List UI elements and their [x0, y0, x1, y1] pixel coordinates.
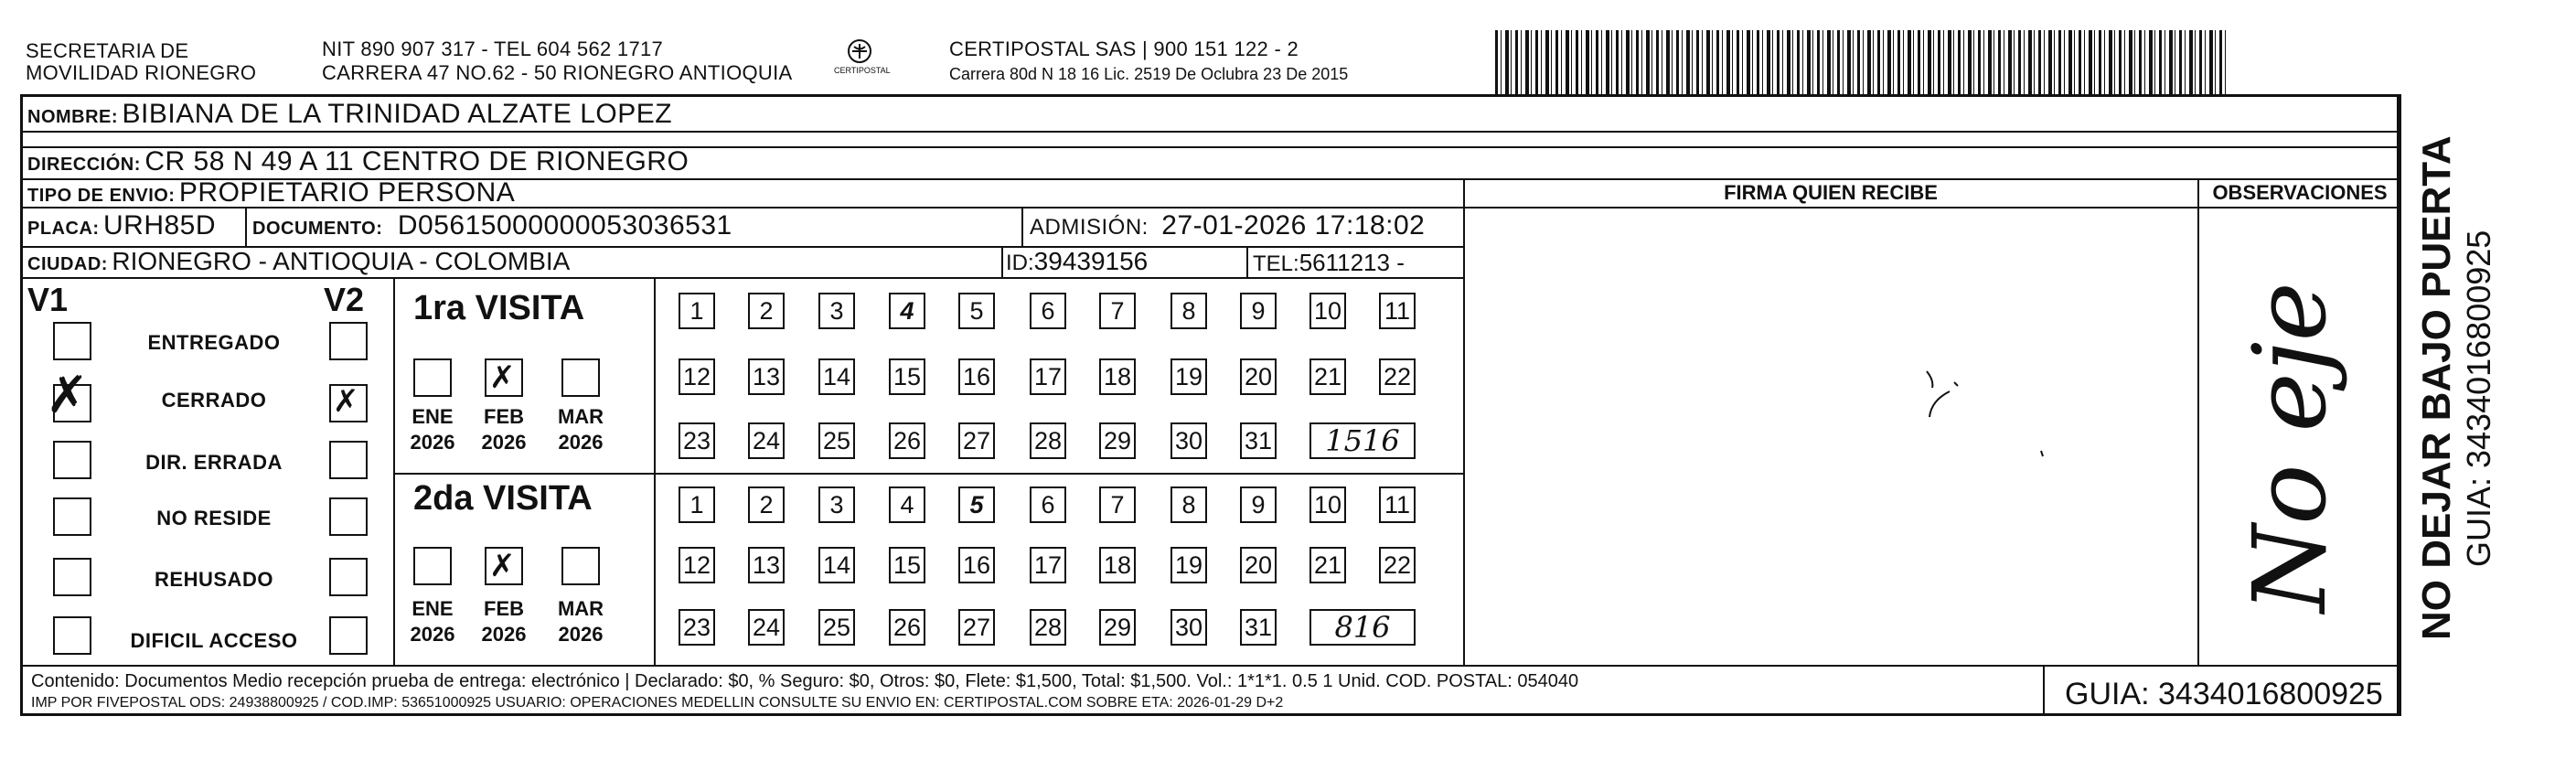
- v2-dificil-acceso-checkbox[interactable]: [329, 616, 368, 655]
- v2-cerrado-mark: ✗: [333, 383, 359, 420]
- v1-label: V1: [27, 281, 69, 318]
- visit1-day-27[interactable]: 27: [958, 422, 995, 459]
- visit2-day-8[interactable]: 8: [1170, 486, 1207, 523]
- visit1-day-11[interactable]: 11: [1379, 293, 1416, 329]
- visit1-day-28[interactable]: 28: [1030, 422, 1066, 459]
- tipo-row: [27, 177, 515, 208]
- visit1-day-3[interactable]: 3: [818, 293, 855, 329]
- visit1-year-feb: 2026: [481, 431, 527, 454]
- ciudad-value: RIONEGRO - ANTIOQUIA - COLOMBIA: [112, 247, 571, 275]
- visit1-day-6[interactable]: 6: [1030, 293, 1066, 329]
- visit1-year-mar: 2026: [558, 431, 604, 454]
- visit2-year-feb: 2026: [481, 623, 527, 646]
- documento-label: DOCUMENTO:: [252, 219, 383, 239]
- documento-cell: [252, 210, 732, 241]
- visit1-day-10[interactable]: 10: [1309, 293, 1346, 329]
- visit2-day-23[interactable]: 23: [679, 609, 715, 646]
- v1-dir-errada-checkbox[interactable]: [53, 441, 91, 479]
- visit1-day-25[interactable]: 25: [818, 422, 855, 459]
- visit1-day-20[interactable]: 20: [1240, 358, 1277, 395]
- visit2-day-28[interactable]: 28: [1030, 609, 1066, 646]
- visit2-day-1[interactable]: 1: [679, 486, 715, 523]
- tipo-value: PROPIETARIO PERSONA: [178, 177, 516, 208]
- company-line: CERTIPOSTAL SAS | 900 151 122 - 2: [949, 37, 1299, 60]
- col-line-id: [1001, 246, 1003, 277]
- visit1-day-29[interactable]: 29: [1099, 422, 1136, 459]
- visit1-day-18[interactable]: 18: [1099, 358, 1136, 395]
- visit1-day-23[interactable]: 23: [679, 422, 715, 459]
- company-license: Carrera 80d N 18 16 Lic. 2519 De Oclubra 23 De 2015: [949, 65, 1349, 83]
- tel-value: 5611213 -: [1299, 249, 1405, 276]
- visit1-day-21[interactable]: 21: [1309, 358, 1346, 395]
- placa-value: URH85D: [103, 210, 217, 241]
- tel-label: TEL:: [1253, 251, 1299, 276]
- visit2-day-19[interactable]: 19: [1170, 547, 1207, 583]
- placa-label: PLACA:: [27, 219, 100, 239]
- observaciones-header: OBSERVACIONES: [2212, 181, 2388, 204]
- col-line-obs: [2197, 178, 2199, 665]
- nombre-label: NOMBRE:: [27, 107, 119, 127]
- side-guia: GUIA: 3434016800925: [2460, 230, 2497, 567]
- visit2-day-25[interactable]: 25: [818, 609, 855, 646]
- visit2-day-20[interactable]: 20: [1240, 547, 1277, 583]
- ciudad-label: CIUDAD:: [27, 254, 108, 274]
- visit1-year-ene: 2026: [410, 431, 455, 454]
- visit1-day-31[interactable]: 31: [1240, 422, 1277, 459]
- status-no-reside: NO RESIDE: [156, 507, 272, 529]
- row-line-5: [20, 277, 1465, 279]
- documento-value: D05615000000053036531: [397, 210, 732, 241]
- visit2-day-5[interactable]: 5: [958, 486, 995, 523]
- certipostal-logo: [834, 37, 891, 82]
- certipostal-logo-icon: [834, 37, 891, 82]
- v1-rehusado-checkbox[interactable]: [53, 558, 91, 596]
- id-cell: [1006, 247, 1148, 276]
- nombre-value: BIBIANA DE LA TRINIDAD ALZATE LOPEZ: [122, 99, 673, 129]
- admision-value: 27-01-2026 17:18:02: [1161, 210, 1426, 241]
- visit1-day-5[interactable]: 5: [958, 293, 995, 329]
- admision-label: ADMISIÓN:: [1030, 215, 1149, 240]
- visit1-day-1[interactable]: 1: [679, 293, 715, 329]
- nombre-row: [27, 99, 672, 130]
- footer-contenido: Contenido: Documentos Medio recepción prueba de entrega: electrónico | Declarado: $0, % Seguro: $0, Otros: $0, Flete: $1,500, Total: $1,500. Vol.: 1*1*1. 0.5 1 Unid. COD. POSTAL: 054040: [31, 671, 1579, 691]
- visit1-day-30[interactable]: 30: [1170, 422, 1207, 459]
- visit1-day-2[interactable]: 2: [748, 293, 785, 329]
- visit1-month-feb: FEB: [484, 405, 524, 428]
- v1-no-reside-checkbox[interactable]: [53, 497, 91, 536]
- visit2-day-26[interactable]: 26: [889, 609, 925, 646]
- org-name-line2: MOVILIDAD RIONEGRO: [26, 61, 257, 84]
- signature-area: [1465, 208, 2197, 664]
- visit1-day-14[interactable]: 14: [818, 358, 855, 395]
- visit1-day-22[interactable]: 22: [1379, 358, 1416, 395]
- visit2-ene-checkbox[interactable]: [413, 547, 452, 585]
- v2-rehusado-checkbox[interactable]: [329, 558, 368, 596]
- ciudad-cell: [27, 247, 570, 276]
- visit2-day-13[interactable]: 13: [748, 547, 785, 583]
- admision-cell: [1030, 210, 1425, 241]
- visit2-day-31[interactable]: 31: [1240, 609, 1277, 646]
- tel-cell: [1253, 249, 1405, 277]
- visit1-day-7[interactable]: 7: [1099, 293, 1136, 329]
- status-rehusado: REHUSADO: [155, 568, 273, 591]
- col-line-right: [2400, 94, 2401, 716]
- visit2-year-mar: 2026: [558, 623, 604, 646]
- col-line-months: [654, 277, 656, 665]
- visit2-day-6[interactable]: 6: [1030, 486, 1066, 523]
- visit1-day-4[interactable]: 4: [889, 293, 925, 329]
- status-entregado: ENTREGADO: [147, 331, 281, 354]
- col-line-placa: [245, 207, 247, 246]
- direccion-value: CR 58 N 49 A 11 CENTRO DE RIONEGRO: [144, 146, 689, 176]
- visit1-title: 1ra VISITA: [413, 289, 585, 327]
- footer-impresion: IMP POR FIVEPOSTAL ODS: 24938800925 / COD.IMP: 53651000925 USUARIO: OPERACIONES MEDELLIN CONSULTE SU ENVIO EN: CERTIPOSTAL.COM SOBRE ETA: 2026-01-29 D+2: [31, 695, 1284, 711]
- visit1-day-26[interactable]: 26: [889, 422, 925, 459]
- v2-dir-errada-checkbox[interactable]: [329, 441, 368, 479]
- v1-cerrado-mark: ✗: [46, 366, 89, 425]
- visit1-handwritten-time: 1516: [1309, 422, 1416, 459]
- visit2-title: 2da VISITA: [413, 479, 593, 518]
- visit2-month-feb: FEB: [484, 597, 524, 620]
- visit2-day-22[interactable]: 22: [1379, 547, 1416, 583]
- placa-cell: [27, 210, 216, 241]
- visit1-month-ene: ENE: [412, 405, 454, 428]
- col-line-guia: [2043, 665, 2045, 716]
- visit1-feb-mark: ✗: [489, 359, 516, 396]
- id-value: 39439156: [1033, 247, 1149, 275]
- visit2-day-14[interactable]: 14: [818, 547, 855, 583]
- id-label: ID:: [1006, 251, 1034, 275]
- visit1-day-13[interactable]: 13: [748, 358, 785, 395]
- visit2-day-17[interactable]: 17: [1030, 547, 1066, 583]
- visit2-day-12[interactable]: 12: [679, 547, 715, 583]
- visit2-feb-mark: ✗: [489, 548, 516, 584]
- observaciones-handwriting: No eje: [2231, 282, 2348, 613]
- visit2-day-2[interactable]: 2: [748, 486, 785, 523]
- visit2-day-29[interactable]: 29: [1099, 609, 1136, 646]
- visit2-day-4[interactable]: 4: [889, 486, 925, 523]
- visit2-day-11[interactable]: 11: [1379, 486, 1416, 523]
- status-dir-errada: DIR. ERRADA: [145, 451, 283, 474]
- visit1-month-mar: MAR: [557, 405, 604, 428]
- col-line-status: [393, 277, 395, 665]
- tipo-label: TIPO DE ENVIO:: [27, 186, 176, 206]
- visit1-day-15[interactable]: 15: [889, 358, 925, 395]
- col-line-tel: [1246, 246, 1248, 277]
- visit2-day-16[interactable]: 16: [958, 547, 995, 583]
- visit2-day-24[interactable]: 24: [748, 609, 785, 646]
- visit1-day-12[interactable]: 12: [679, 358, 715, 395]
- barcode: [1495, 30, 2227, 94]
- status-cerrado: CERRADO: [161, 389, 267, 412]
- visit1-day-16[interactable]: 16: [958, 358, 995, 395]
- visit2-mar-checkbox[interactable]: [561, 547, 600, 585]
- visit2-day-9[interactable]: 9: [1240, 486, 1277, 523]
- org-name-line1: SECRETARIA DE: [26, 39, 189, 62]
- nit-line: NIT 890 907 317 - TEL 604 562 1717: [322, 37, 664, 60]
- visit-divider: [393, 473, 1465, 475]
- visit1-day-24[interactable]: 24: [748, 422, 785, 459]
- visit2-handwritten-time: 816: [1309, 609, 1416, 646]
- visit1-mar-checkbox[interactable]: [561, 358, 600, 397]
- direccion-label: DIRECCIÓN:: [27, 155, 141, 175]
- visit2-day-7[interactable]: 7: [1099, 486, 1136, 523]
- visit1-day-9[interactable]: 9: [1240, 293, 1277, 329]
- status-dificil-acceso: DIFICIL ACCESO: [130, 629, 298, 652]
- row-line-1: [20, 131, 2400, 133]
- direccion-row: [27, 146, 689, 177]
- footer-guia: GUIA: 3434016800925: [2065, 677, 2383, 711]
- logo-text: CERTIPOSTAL: [834, 66, 891, 75]
- visit2-day-3[interactable]: 3: [818, 486, 855, 523]
- visit2-day-30[interactable]: 30: [1170, 609, 1207, 646]
- visit1-day-17[interactable]: 17: [1030, 358, 1066, 395]
- v1-entregado-checkbox[interactable]: [53, 322, 91, 360]
- firma-header: FIRMA QUIEN RECIBE: [1724, 181, 1938, 204]
- visit2-month-mar: MAR: [557, 597, 604, 620]
- side-title: NO DEJAR BAJO PUERTA: [2414, 135, 2459, 640]
- visit2-day-18[interactable]: 18: [1099, 547, 1136, 583]
- visit1-ene-checkbox[interactable]: [413, 358, 452, 397]
- visit2-day-10[interactable]: 10: [1309, 486, 1346, 523]
- visit2-day-21[interactable]: 21: [1309, 547, 1346, 583]
- v2-no-reside-checkbox[interactable]: [329, 497, 368, 536]
- v2-entregado-checkbox[interactable]: [329, 322, 368, 360]
- visit2-year-ene: 2026: [410, 623, 455, 646]
- address-line: CARRERA 47 NO.62 - 50 RIONEGRO ANTIOQUIA: [322, 61, 793, 84]
- col-line-admision: [1021, 207, 1023, 246]
- visit1-day-19[interactable]: 19: [1170, 358, 1207, 395]
- visit2-month-ene: ENE: [412, 597, 454, 620]
- visit2-day-15[interactable]: 15: [889, 547, 925, 583]
- v1-dificil-acceso-checkbox[interactable]: [53, 616, 91, 655]
- visit2-day-27[interactable]: 27: [958, 609, 995, 646]
- visit1-day-8[interactable]: 8: [1170, 293, 1207, 329]
- v2-label: V2: [324, 281, 365, 318]
